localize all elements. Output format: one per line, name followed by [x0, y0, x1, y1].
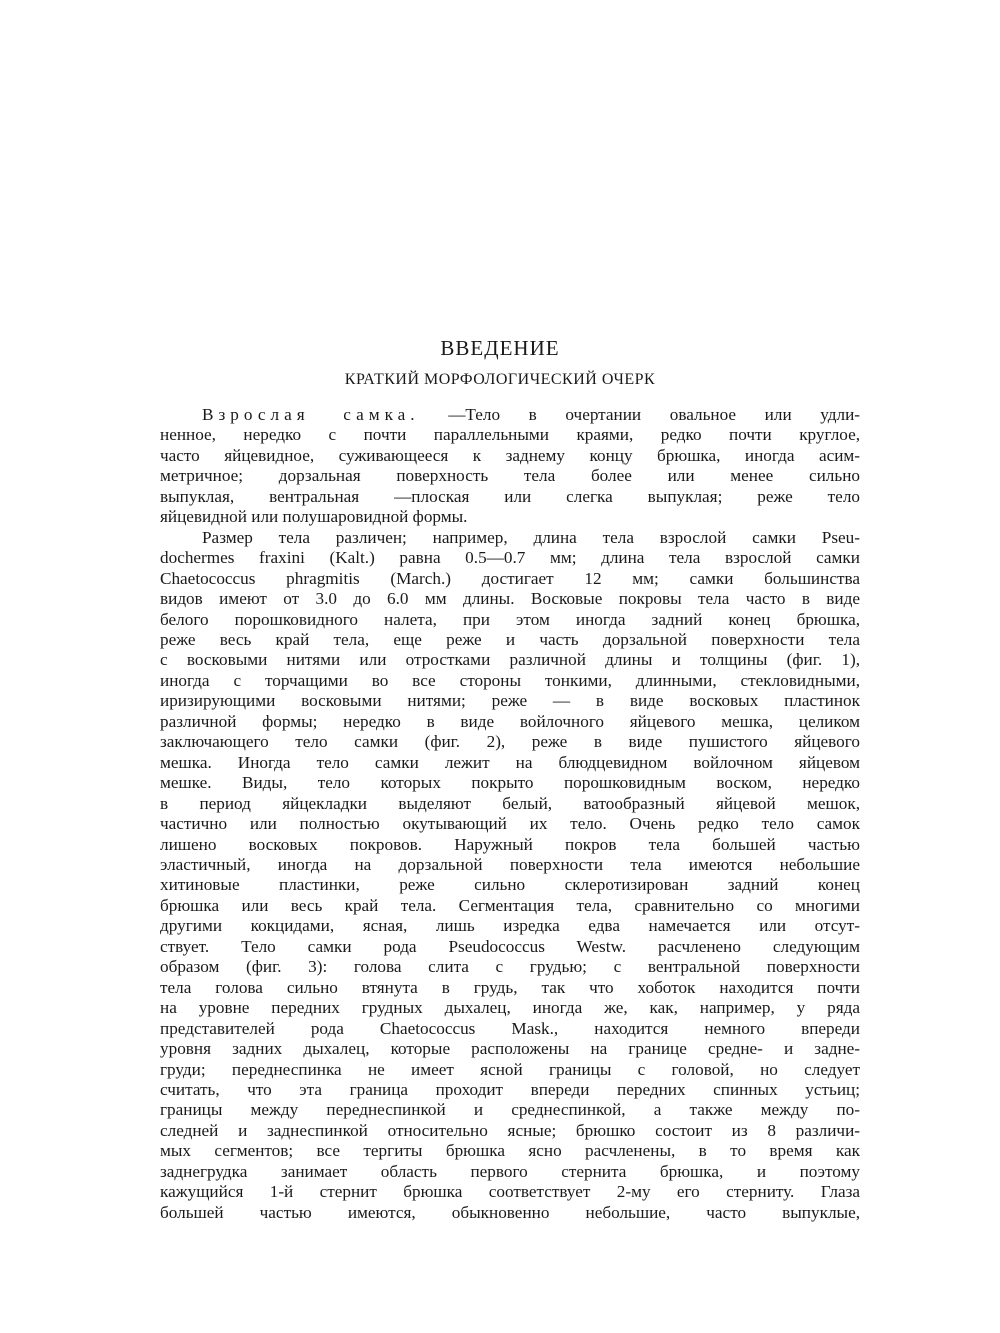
text-line: белого порошковидного налета, при этом иногда задний конец брюшка,: [160, 609, 860, 629]
text-line: другими кокцидами, ясная, лишь изредка едва намечается или отсут-: [160, 916, 860, 936]
text-line: груди; переднеспинка не имеет ясной границы с головой, но следует: [160, 1059, 860, 1079]
text-line: видов имеют от 3.0 до 6.0 мм длины. Восковые покровы тела часто в виде: [160, 589, 860, 609]
body-text: [160, 405, 860, 1223]
spaced-term: Взрослая самка.: [202, 405, 420, 424]
text-line: иногда с торчащими во все стороны тонкими, длинными, стекловидными,: [160, 670, 860, 690]
text-line: считать, что эта граница проходит впереди передних спинных устьиц;: [160, 1079, 860, 1099]
text-line: реже весь край тела, еще реже и часть дорзальной поверхности тела: [160, 629, 860, 649]
text-line: ствует. Тело самки рода Pseudococcus Westw. расчленено следующим: [160, 936, 860, 956]
text-line: иризирующими восковыми нитями; реже — в виде восковых пластинок: [160, 691, 860, 711]
text-line: большей частью имеются, обыкновенно небольшие, часто выпуклые,: [160, 1202, 860, 1222]
page-title: ВВЕДЕНИЕ: [440, 336, 560, 360]
section-subtitle: КРАТКИЙ МОРФОЛОГИЧЕСКИЙ ОЧЕРК: [344, 371, 656, 388]
text-line: метричное; дорзальная поверхность тела более или менее сильно: [160, 466, 860, 486]
text-line: лишено восковых покровов. Наружный покров тела большей частью: [160, 834, 860, 854]
text-line: мых сегментов; все тергиты брюшка ясно расчленены, в то время как: [160, 1141, 860, 1161]
text-line: хитиновые пластинки, реже сильно склеротизирован задний конец: [160, 875, 860, 895]
text-line: dochermes fraxini (Kalt.) равна 0.5—0.7 мм; длина тела взрослой самки: [160, 548, 860, 568]
text-line: границы между переднеспинкой и среднеспинкой, а также между по-: [160, 1100, 860, 1120]
text-line: эластичный, иногда на дорзальной поверхности тела имеются небольшие: [160, 854, 860, 874]
text-line: ненное, нередко с почти параллельными краями, редко почти круглое,: [160, 425, 860, 445]
text-line: мешке. Виды, тело которых покрыто порошковидным воском, нередко: [160, 773, 860, 793]
text-line: уровня задних дыхалец, которые расположены на границе средне- и задне-: [160, 1039, 860, 1059]
text-line: тела голова сильно втянута в грудь, так что хоботок находится почти: [160, 977, 860, 997]
text-line: представителей рода Chaetococcus Mask., находится немного впереди: [160, 1018, 860, 1038]
text-line: мешка. Иногда тело самки лежит на блюдцевидном войлочном яйцевом: [160, 752, 860, 772]
text-line: заключающего тело самки (фиг. 2), реже в виде пушистого яйцевого: [160, 732, 860, 752]
text-line: брюшка или весь край тела. Сегментация тела, сравнительно со многими: [160, 895, 860, 915]
text-line: следней и заднеспинкой относительно ясные; брюшко состоит из 8 различи-: [160, 1120, 860, 1140]
text-line: различной формы; нередко в виде войлочного яйцевого мешка, целиком: [160, 711, 860, 731]
text-line: яйцевидной или полушаровидной формы.: [160, 507, 468, 527]
text-line: частично или полностью окутывающий их тело. Очень редко тело самок: [160, 814, 860, 834]
text-line: на уровне передних грудных дыхалец, иногда же, как, например, у ряда: [160, 998, 860, 1018]
text-line: заднегрудка занимает область первого стернита брюшка, и поэтому: [160, 1161, 860, 1181]
text-line: кажущийся 1-й стернит брюшка соответствует 2-му его стерниту. Глаза: [160, 1182, 860, 1202]
text-line: Размер тела различен; например, длина тела взрослой самки Pseu-: [202, 527, 860, 547]
text-line: Chaetococcus phragmitis (March.) достигает 12 мм; самки большинства: [160, 568, 860, 588]
text-line: образом (фиг. 3): голова слита с грудью; с вентральной поверхности: [160, 957, 860, 977]
text-line: в период яйцекладки выделяют белый, ватообразный яйцевой мешок,: [160, 793, 860, 813]
text-line: выпуклая, вентральная —плоская или слегка выпуклая; реже тело: [160, 486, 860, 506]
text-line: часто яйцевидное, суживающееся к заднему концу брюшка, иногда асим-: [160, 445, 860, 465]
text-line: Взрослая самка. —Тело в очертании овальное или удли-: [202, 405, 861, 424]
text-line: с восковыми нитями или отростками различной длины и толщины (фиг. 1),: [160, 650, 860, 670]
